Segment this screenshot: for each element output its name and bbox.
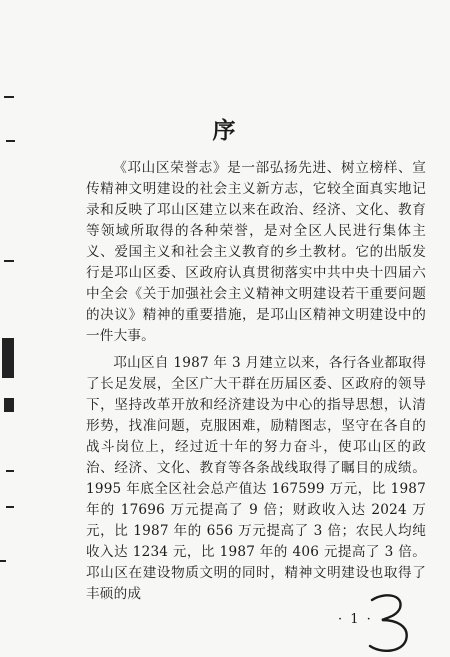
scan-edge-mark (4, 260, 14, 262)
page-title: 序 (212, 117, 238, 144)
paragraph: 邛山区自 1987 年 3 月建立以来，各行各业都取得了长足发展，全区广大干群在历届区委、区政府的领导下，坚持改革开放和经济建设为中心的指导思想，认清形势，找准问题，克服困难，励精图志，坚守在各自的战斗岗位上，经过近十年的努力奋斗，使邛山区的政治、经济、文化、教育等各条战线取得了瞩目的成绩。1995 年底全区社会总产值达 167599 万元，比 1987 年的 17696 万元提高了 9 倍；财政收入达 2024 万元，比 1987 年的 656 万元提高了 3 倍；农民人均纯收入达 1234 元，比 1987 年的 406 元提高了 3 倍。邛山区在建设物质文明的同时，精神文明建设也取得了丰硕的成 (86, 355, 426, 602)
scan-edge-mark (6, 506, 14, 508)
handwritten-page-mark (364, 590, 418, 656)
scan-edge-mark (4, 96, 14, 98)
scan-edge-mark (4, 398, 14, 412)
body-text (86, 158, 426, 611)
scan-edge-mark (6, 470, 14, 472)
page-number: · 1 · (338, 612, 373, 627)
paragraph: 《邛山区荣誉志》是一部弘扬先进、树立榜样、宣传精神文明建设的社会主义新方志，它较全面真实地记录和反映了邛山区建立以来在政治、经济、文化、教育等领域所取得的各种荣誉，是对全区人民进行集体主义、爱国主义和社会主义教育的乡土教材。它的出版发行是邛山区委、区政府认真贯彻落实中共中央十四届六中全会《关于加强社会主义精神文明建设若干重要问题的决议》精神的重要措施，是邛山区精神文明建设中的一件大事。 (86, 160, 426, 344)
scan-edge-mark (2, 338, 14, 378)
scan-edge-mark (0, 560, 6, 562)
